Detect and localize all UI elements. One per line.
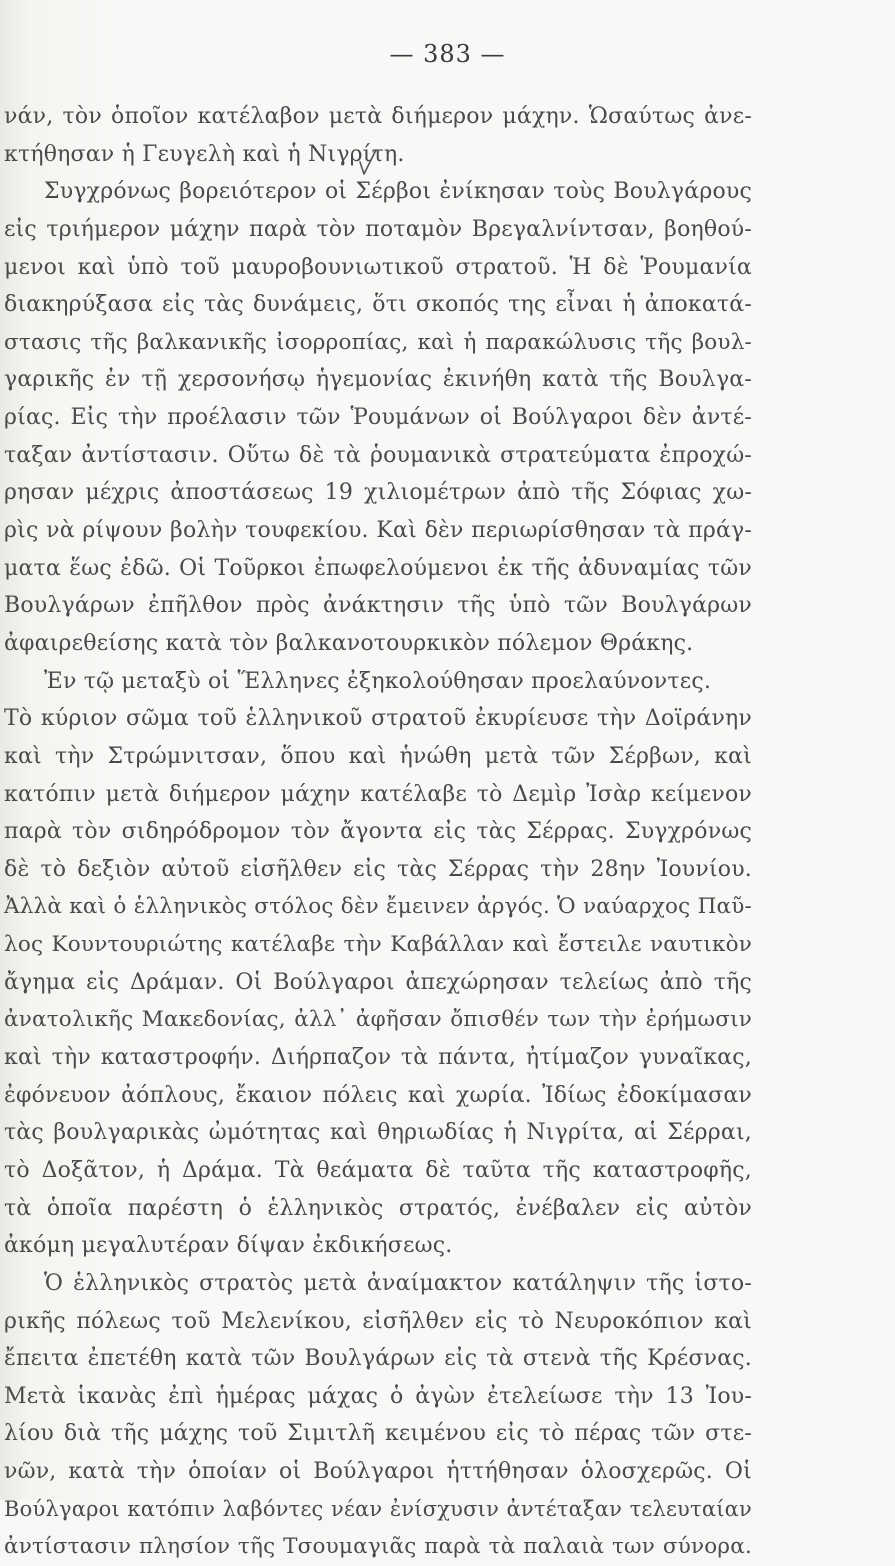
text-line: Βούλγαροι κατόπιν λαβόντες νέαν ἐνίσχυσιν ἀντέταξαν τελευταίαν bbox=[4, 1496, 752, 1521]
text-line: ρὶς νὰ ρίψουν βολὴν τουφεκίου. Καὶ δὲν περιωρίσθησαν τὰ πράγ- bbox=[4, 518, 752, 544]
text-line: διακηρύξασα εἰς τὰς δυνάμεις, ὅτι σκοπός της εἶναι ἡ ἀποκατά- bbox=[4, 292, 752, 318]
text-line: Ἐν τῷ μεταξὺ οἱ Ἕλληνες ἐξηκολούθησαν προελαύνοντες. bbox=[44, 668, 712, 694]
text-line: Βουλγάρων ἐπῆλθον πρὸς ἀνάκτησιν τῆς ὑπὸ τῶν Βουλγάρων bbox=[4, 593, 752, 619]
text-line: ρησαν μέχρις ἀποστάσεως 19 χιλιομέτρων ἀπὸ τῆς Σόφιας χω- bbox=[4, 480, 752, 506]
text-line: παρὰ τὸν σιδηρόδρομον τὸν ἄγοντα εἰς τὰς Σέρρας. Συγχρόνως bbox=[4, 819, 752, 845]
text-line: ἀνατολικῆς Μακεδονίας, ἀλλ᾽ ἀφῆσαν ὄπισθέν των τὴν ἐρήμωσιν bbox=[4, 1007, 752, 1033]
text-line: ἄγημα εἰς Δράμαν. Οἱ Βούλγαροι ἀπεχώρησαν τελείως ἀπὸ τῆς bbox=[4, 969, 752, 995]
text-line: Συγχρόνως βορειότερον οἱ Σέρβοι ἐνίκησαν τοὺς Βουλγάρους bbox=[44, 179, 752, 205]
text-line: τὰ ὁποῖα παρέστη ὁ ἑλληνικὸς στρατός, ἐνέβαλεν εἰς αὐτὸν bbox=[4, 1195, 752, 1221]
body-text bbox=[0, 98, 895, 1566]
text-line: ρίας. Εἰς τὴν προέλασιν τῶν Ῥουμάνων οἱ Βούλγαροι δὲν ἀντέ- bbox=[4, 405, 752, 431]
text-line: Ὁ ἑλληνικὸς στρατὸς μετὰ ἀναίμακτον κατάληψιν τῆς ἱστο- bbox=[44, 1270, 752, 1296]
text-line: ἔπειτα ἐπετέθη κατὰ τῶν Βουλγάρων εἰς τὰ στενὰ τῆς Κρέσνας. bbox=[4, 1346, 752, 1372]
text-line: νάν, τὸν ὁποῖον κατέλαβον μετὰ διήμερον μάχην. Ὡσαύτως ἀνε- bbox=[4, 104, 752, 129]
text-line: ματα ἕως ἐδῶ. Οἱ Τοῦρκοι ἐπωφελούμενοι ἐκ τῆς ἀδυναμίας τῶν bbox=[4, 555, 752, 581]
text-line: κτήθησαν ἡ Γευγελὴ καὶ ἡ Νιγρίτη. bbox=[4, 141, 405, 167]
text-line: ἀντίστασιν πλησίον τῆς Τσουμαγιᾶς παρὰ τὰ παλαιὰ των σύνορα. bbox=[4, 1534, 752, 1560]
text-line: μενοι καὶ ὑπὸ τοῦ μαυροβουνιωτικοῦ στρατοῦ. Ἡ δὲ Ῥουμανία bbox=[4, 254, 752, 280]
text-line: γαρικῆς ἐν τῇ χερσονήσῳ ἡγεμονίας ἐκινήθη κατὰ τῆς Βουλγα- bbox=[4, 367, 752, 393]
text-line: ἀφαιρεθείσης κατὰ τὸν βαλκανοτουρκικὸν πόλεμον Θράκης. bbox=[4, 630, 694, 656]
text-line: λίου διὰ τῆς μάχης τοῦ Σιμιτλῆ κειμένου εἰς τὸ πέρας τῶν στε- bbox=[4, 1421, 752, 1447]
text-line: καὶ τὴν καταστροφήν. Διήρπαζον τὰ πάντα, ἠτίμαζον γυναῖκας, bbox=[4, 1045, 752, 1071]
text-line: εἰς τριήμερον μάχην παρὰ τὸν ποταμὸν Βρεγαλνίντσαν, βοηθού- bbox=[4, 216, 752, 242]
text-line: Μετὰ ἱκανὰς ἐπὶ ἡμέρας μάχας ὁ ἀγὼν ἐτελείωσε τὴν 13 Ἰου- bbox=[4, 1383, 752, 1409]
page-number: — 383 — bbox=[389, 40, 506, 68]
text-line: λος Κουντουριώτης κατέλαβε τὴν Καβάλλαν καὶ ἔστειλε ναυτικὸν bbox=[4, 932, 752, 958]
text-line: τὰς βουλγαρικὰς ὠμότητας καὶ θηριωδίας ἡ Νιγρίτα, αἱ Σέρραι, bbox=[4, 1120, 752, 1146]
text-line: κατόπιν μετὰ διήμερον μάχην κατέλαβε τὸ Δεμὶρ Ἰσὰρ κείμενον bbox=[4, 781, 752, 807]
text-line: δὲ τὸ δεξιὸν αὐτοῦ εἰσῆλθεν εἰς τὰς Σέρρας τὴν 28ην Ἰουνίου. bbox=[4, 856, 752, 882]
text-line: Ἀλλὰ καὶ ὁ ἑλληνικὸς στόλος δὲν ἔμεινεν ἀργός. Ὁ ναύαρχος Παῦ- bbox=[4, 894, 752, 920]
text-line: τὸ Δοξᾶτον, ἡ Δράμα. Τὰ θεάματα δὲ ταῦτα τῆς καταστροφῆς, bbox=[4, 1157, 752, 1183]
text-line: ἐφόνευον ἀόπλους, ἔκαιον πόλεις καὶ χωρία. Ἰδίως ἐδοκίμασαν bbox=[4, 1082, 752, 1108]
text-line: ταξαν ἀντίστασιν. Οὕτω δὲ τὰ ῥουμανικὰ στρατεύματα ἐπροχώ- bbox=[4, 442, 752, 468]
text-line: ρικῆς πόλεως τοῦ Μελενίκου, εἰσῆλθεν εἰς τὸ Νευροκόπιον καὶ bbox=[4, 1308, 752, 1334]
text-line: νῶν, κατὰ τὴν ὁποίαν οἱ Βούλγαροι ἡττήθησαν ὁλοσχερῶς. Οἱ bbox=[4, 1459, 752, 1485]
text-line: στασις τῆς βαλκανικῆς ἰσορροπίας, καὶ ἡ παρακώλυσις τῆς βουλ- bbox=[4, 329, 752, 355]
text-line: ἀκόμη μεγαλυτέραν δίψαν ἐκδικήσεως. bbox=[4, 1233, 453, 1259]
text-line: Τὸ κύριον σῶμα τοῦ ἑλληνικοῦ στρατοῦ ἐκυρίευσε τὴν Δοϊράνην bbox=[4, 706, 752, 732]
text-line: καὶ τὴν Στρώμνιτσαν, ὅπου καὶ ἡνώθη μετὰ τῶν Σέρβων, καὶ bbox=[4, 743, 752, 769]
